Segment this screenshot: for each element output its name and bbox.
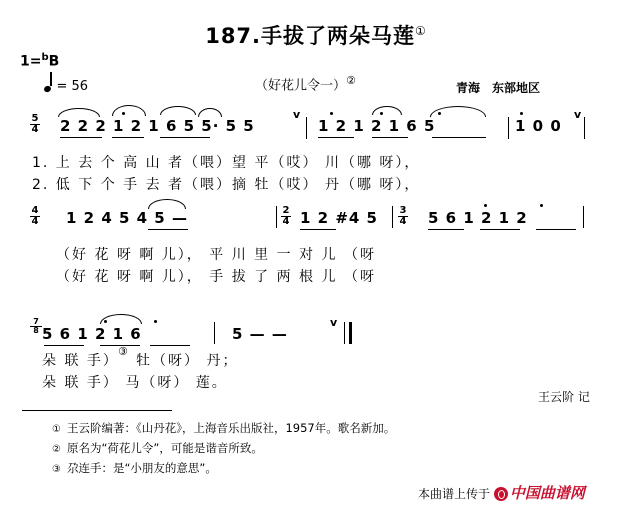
beam	[150, 345, 190, 346]
breath-mark: v	[330, 316, 339, 329]
beam	[160, 137, 210, 138]
region-label: 青海 东部地区	[456, 81, 541, 95]
barline	[344, 322, 345, 344]
high-octave-dot	[154, 320, 157, 323]
song-title: 187.手拔了两朵马莲①	[205, 24, 427, 48]
barline	[214, 322, 215, 344]
upload-notice: 本曲谱上传于 中国曲谱网	[418, 484, 585, 502]
staff-line1-measure2: 1 2 1 2 1 6 5	[318, 117, 436, 135]
quarter-note-icon	[43, 85, 52, 93]
high-octave-dot	[540, 204, 543, 207]
beam	[148, 229, 188, 230]
staff-line2-measure2: 1 2 #4 5	[300, 209, 378, 227]
beam	[318, 137, 354, 138]
beam	[536, 229, 576, 230]
lyric-line1-verse1: 1. 上 去 个 高 山 者（喂）望 平（哎） 川（哪 呀），	[32, 155, 421, 171]
slur	[372, 106, 402, 115]
beam	[44, 345, 84, 346]
footnote-1: ① 王云阶编著：《山丹花》，上海音乐出版社，1957年。歌名新加。	[52, 421, 396, 435]
high-octave-dot	[122, 112, 125, 115]
high-octave-dot	[380, 112, 383, 115]
footnote-marker: ③	[118, 345, 128, 358]
footnote-2: ② 原名为“荷花儿令”，可能是谐音所致。	[52, 441, 263, 455]
beam	[112, 137, 144, 138]
lyric-line3-verse1-end: 牡（呀） 丹；	[136, 353, 239, 369]
staff-line3-measure2: 5 — —	[232, 325, 288, 343]
transcriber-credit: 王云阶 记	[538, 390, 590, 404]
lyric-line2-verse2: （好 花 呀 啊 儿）， 手 拔 了 两 根 儿 （呀	[56, 269, 376, 285]
slur	[148, 199, 186, 209]
high-octave-dot	[438, 112, 441, 115]
subtitle: （好花儿令一）②	[255, 74, 356, 94]
time-signature-5: 7 8	[30, 318, 42, 335]
high-octave-dot	[104, 320, 107, 323]
slur	[198, 108, 222, 117]
time-signature-4: 3 4	[399, 205, 407, 227]
final-barline	[349, 322, 352, 344]
staff-line2-measure1: 1 2 4 5 4 5 —	[66, 209, 188, 227]
beam	[60, 137, 102, 138]
time-signature-3: 2 4	[282, 205, 290, 227]
key-signature: 1=$^b$B	[20, 52, 60, 70]
high-octave-dot	[520, 112, 523, 115]
staff-line1-measure3: 1 0 0	[515, 117, 562, 135]
site-name[interactable]: 中国曲谱网	[509, 484, 585, 502]
breath-mark: v	[293, 108, 302, 121]
lyric-line2-verse1: （好 花 呀 啊 儿）， 平 川 里 一 对 儿 （呀	[56, 247, 376, 263]
barline	[392, 206, 393, 228]
barline	[276, 206, 277, 228]
time-signature-2: 4 4	[31, 205, 39, 227]
barline	[306, 117, 307, 139]
barline	[584, 117, 585, 139]
footnote-divider	[22, 410, 172, 411]
high-octave-dot	[330, 112, 333, 115]
beam	[372, 137, 408, 138]
slur	[58, 108, 100, 117]
lyric-line3-verse1: 朵 联 手）	[42, 353, 119, 369]
barline	[508, 117, 509, 139]
beam	[428, 229, 464, 230]
footnote-3: ③ 尕连手：是“小朋友的意思”。	[52, 461, 217, 475]
staff-line1-measure1: 2 2 2 1 2 1 6 5 5· 5 5	[60, 117, 255, 135]
beam	[432, 137, 486, 138]
slur	[160, 106, 196, 115]
beam	[300, 229, 336, 230]
barline	[583, 206, 584, 228]
high-octave-dot	[484, 204, 487, 207]
beam	[480, 229, 520, 230]
slur	[112, 105, 146, 116]
tempo-marking: = 56	[44, 76, 88, 94]
staff-line2-measure3: 5 6 1 2 1 2	[428, 209, 528, 227]
lyric-line3-verse2: 朵 联 手） 马（呀） 莲。	[42, 375, 228, 391]
site-logo-icon	[494, 487, 508, 501]
lyric-line1-verse2: 2. 低 下 个 手 去 者（喂）摘 牡（哎） 丹（哪 呀），	[32, 177, 421, 193]
breath-mark: v	[574, 108, 583, 121]
time-signature-1: 5 4	[31, 113, 39, 135]
staff-line3-measure1: 5 6 1 2 1 6	[42, 325, 142, 343]
